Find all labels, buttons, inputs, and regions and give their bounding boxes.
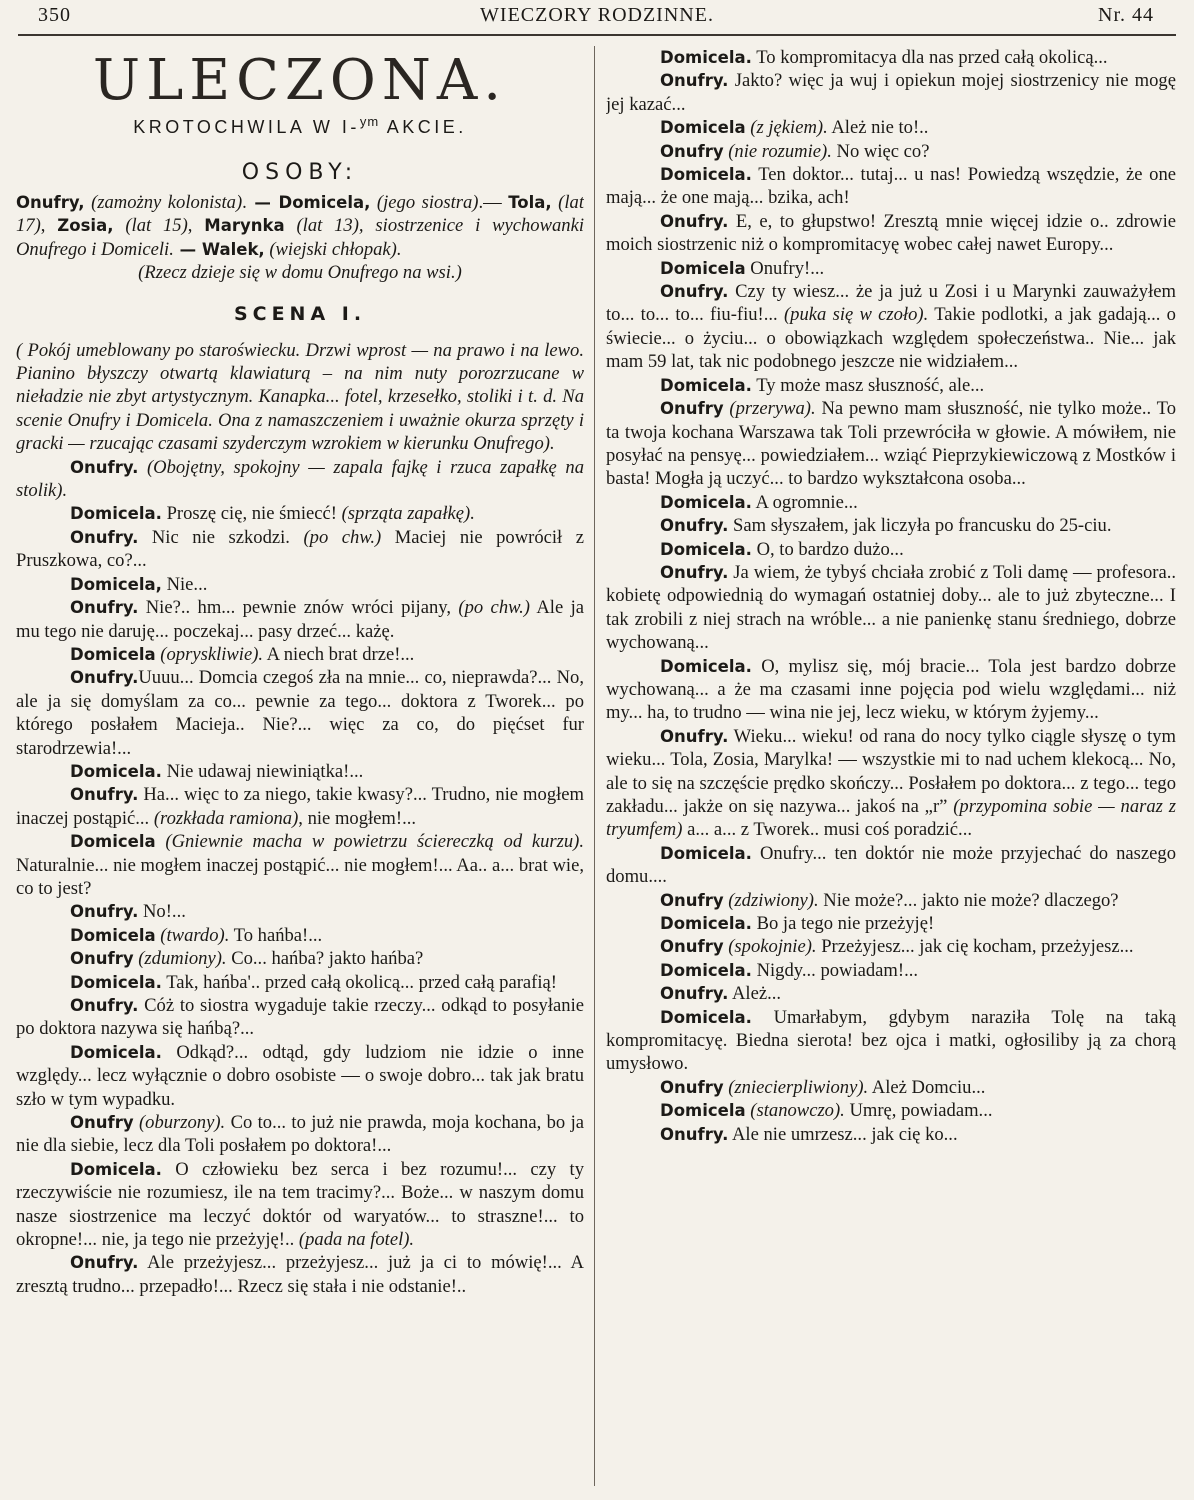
persons-heading: OSOBY: [241, 160, 359, 185]
stage-direction: (twardo). [155, 924, 230, 946]
stage-direction: (oburzony). [133, 1112, 226, 1134]
dialogue-paragraph [16, 666, 584, 760]
speaker-name: Domicela [660, 258, 746, 278]
dialogue-paragraph [16, 339, 584, 456]
stage-direction: (lat 15) [113, 215, 188, 237]
dialogue-text: .— [478, 192, 509, 213]
stage-direction: (wiejski chłopak). [264, 238, 402, 260]
dialogue-text: Nic nie szkodzi. [138, 526, 304, 548]
speaker-name: Onufry, [16, 193, 85, 212]
stage-direction: (po chw.) [458, 597, 530, 619]
stage-direction: (pada na fotel). [298, 1229, 415, 1251]
dialogue-text: Ależ nie to!.. [827, 117, 929, 139]
speaker-name: Onufry [70, 949, 134, 969]
dialogue-paragraph [606, 1099, 1176, 1122]
dialogue-text: Nie udawaj niewiniątka!... [161, 760, 364, 782]
dialogue-paragraph [606, 561, 1176, 655]
play-title: ULECZONA. [92, 48, 508, 113]
dialogue-paragraph [16, 1158, 584, 1252]
speaker-name: Onufry. [660, 211, 729, 231]
dialogue-text: No więc co? [831, 140, 930, 162]
page-header [18, 4, 1176, 32]
dialogue-text: Onufry... ten doktór nie może przyjechać do naszego domu.... [606, 842, 1176, 888]
dialogue-text: , [187, 215, 205, 237]
column-divider [594, 46, 595, 1486]
speaker-name: Onufry. [70, 598, 139, 618]
dialogue-paragraph [16, 900, 584, 923]
header-rule [18, 34, 1176, 36]
dialogue-paragraph [606, 280, 1176, 374]
dialogue-text: Co... hańba? jakto hańba? [226, 948, 424, 970]
dialogue-text: A niech brat drze!... [263, 643, 415, 665]
speaker-name: Domicela. [70, 1042, 162, 1062]
dialogue-text: Cóż to siostra wygaduje takie rzeczy... odkąd to posyłanie po doktora nazywa się hańbą?... [16, 995, 584, 1040]
dialogue-text: Nie?.. hm... pewnie znów wróci pijany, [138, 597, 459, 619]
speaker-name: Domicela. [660, 656, 752, 676]
speaker-name: Onufry [660, 141, 724, 161]
speaker-name: Domicela. [70, 761, 162, 781]
dialogue-paragraph [606, 491, 1176, 514]
stage-direction: (rozkłada ramiona) [153, 807, 299, 829]
dialogue-paragraph [16, 261, 584, 284]
dialogue-paragraph [16, 456, 584, 503]
stage-direction: (po chw.) [303, 526, 382, 548]
dialogue-paragraph [16, 994, 584, 1041]
dialogue-text: , [40, 215, 58, 237]
speaker-name: Domicela [70, 832, 156, 852]
speaker-name: Onufry. [70, 527, 139, 547]
speaker-name: Onufry. [660, 726, 729, 746]
dialogue-text: To hańba!... [229, 924, 323, 946]
dialogue-paragraph [16, 643, 584, 666]
dialogue-paragraph [16, 502, 584, 525]
dialogue-text: Naturalnie... nie mogłem inaczej postąpić... nie mogłem!... Aa.. a... brat wie, co to jest? [16, 854, 584, 899]
dialogue-paragraph [606, 1006, 1176, 1076]
dialogue-paragraph [16, 573, 584, 596]
speaker-name: Domicela [660, 1101, 746, 1121]
dialogue-paragraph [16, 1041, 584, 1111]
dialogue-text: O, mylisz się, mój bracie... Tola jest bardzo dobrze wychowaną... a że ma czasami inne pojęcia pod wielu względami... niż my... ha, to trudno — wina nie jej, lecz wieku, w którym żyjemy... [606, 655, 1176, 724]
dialogue-paragraph [606, 538, 1176, 561]
dialogue-text: O, to bardzo dużo... [751, 538, 904, 560]
dialogue-text: . [242, 192, 247, 213]
dialogue-text: Jakto? więc ja wuj i opiekun mojej siostrzenicy nie mogę jej kazać... [606, 70, 1176, 115]
dialogue-paragraph [606, 655, 1176, 725]
dialogue-text: Ja wiem, że tybyś chciała zrobić z Toli damę — profesora.. kobietę odpowiednią do wymagań ostatniej doby... ale to już zbyteczne... I tak zrobili z niej strach na wróble... a nie panienkę stanu średniego, dobrze wychowaną... [606, 561, 1176, 654]
left-body [16, 191, 584, 1298]
speaker-name: Onufry. [660, 71, 729, 91]
scene-heading: SCENA I. [233, 302, 367, 325]
subtitle-end: AKCIE. [379, 117, 467, 137]
dialogue-text: Przeżyjesz... jak cię kocham, przeżyjesz... [816, 936, 1134, 958]
stage-direction: (nie rozumie). [723, 140, 832, 162]
stage-direction: (jego siostra) [370, 192, 479, 213]
left-column [16, 46, 584, 1496]
speaker-name: Zosia, [57, 216, 114, 236]
dialogue-text: Ty może masz słuszność, ale... [751, 374, 985, 396]
dialogue-text: To kompromitacya dla nas przed całą okolicą... [751, 47, 1108, 68]
speaker-name: Domicela [70, 644, 156, 664]
dialogue-paragraph [606, 397, 1176, 491]
speaker-name: Domicela. [660, 960, 752, 980]
dialogue-text: A ogromnie... [751, 491, 858, 513]
speaker-name: Onufry. [70, 785, 139, 805]
dialogue-text: Na pewno mam słuszność, nie tylko może.. To ta twoja kochana Warszawa tak Toli przewróciła w głowie. A mówiłem, nie posyłać na pensyę... powiedziałem... wziąć Pieprzykiewiczową z Mostków i basta! Mogła ją uczyć... to bardzo wykształcona osoba... [606, 398, 1176, 490]
dialogue-paragraph [16, 526, 584, 573]
stage-direction: (lat 13), siostrzenice i wychowanki Onufrego i Domiceli. [16, 215, 584, 260]
dialogue-paragraph [16, 760, 584, 783]
speaker-name: Onufry. [70, 902, 139, 922]
dialogue-text: Takie podlotki, a jak gadają... o świecie... o życiu... o obowiązkach względem społeczeństwa.. Nie... jak mam 59 lat, tak nic podobnego jeszcze nie widziałem... [606, 304, 1176, 373]
dialogue-paragraph [606, 725, 1176, 842]
play-subtitle [16, 114, 584, 138]
dialogue-paragraph [606, 842, 1176, 889]
dialogue-text: Nie... [161, 573, 208, 595]
speaker-name: Onufry [660, 937, 724, 957]
speaker-name: Onufry [660, 1077, 724, 1097]
stage-direction: (lat 17) [16, 192, 584, 237]
stage-direction: (Rzecz dzieje się w domu Onufrego na wsi.) [138, 262, 462, 284]
speaker-name: Tola, [508, 193, 552, 212]
dialogue-paragraph [16, 596, 584, 643]
dialogue-text: Umrę, powiadam... [844, 1100, 993, 1122]
speaker-name: Onufry. [70, 1253, 139, 1273]
speaker-name: Domicela. [70, 504, 162, 524]
speaker-name: Onufry. [660, 1124, 729, 1144]
dialogue-paragraph [16, 191, 584, 261]
dialogue-text: Ależ... [728, 983, 782, 1005]
stage-direction: (stanowczo). [745, 1100, 845, 1122]
speaker-name: Onufry. [660, 516, 729, 536]
speaker-name: Domicela. [660, 375, 752, 395]
dialogue-text: Uuuu... Domcia czegoś zła na mnie... co, nieprawda?... No, ale ja się domyślam za co... pewnie za tego... doktora z Tworek... po którego posłałem Macieja.. Nie?... więc za co, do pięćset fur starodrzewia!... [16, 667, 584, 759]
speaker-name: Domicela. [660, 492, 752, 512]
dialogue-paragraph [606, 163, 1176, 210]
dialogue-text: Ale nie umrzesz... jak cię ko... [728, 1123, 958, 1145]
speaker-name: Domicela. [660, 914, 752, 934]
dialogue-text: Czy ty wiesz... że ja już u Zosi i u Marynki zauważyłem to... to... to... fiu-fiu!... [606, 281, 1176, 326]
dialogue-text: Odkąd?... odtąd, gdy ludziom nie idzie o inne względy... lecz wyłącznie o dobro osobiste — o swoje dobro... tak jak bratu szło w tym wypadku. [16, 1041, 584, 1110]
speaker-name: Domicela. [660, 843, 752, 863]
dialogue-text: Bo ja tego nie przeżyję! [751, 913, 935, 935]
speaker-name: Domicela. [660, 165, 752, 185]
speaker-name: Domicela. [660, 539, 752, 559]
dialogue-paragraph [16, 1251, 584, 1298]
dialogue-paragraph [16, 783, 584, 830]
dialogue-text: a... a... z Tworek.. musi coś poradzić... [682, 819, 972, 841]
dialogue-text: Wieku... wieku! od rana do nocy tylko ciągle słyszę o tym wieku... Tola, Zosia, Marylka! — wszystkie mi to nad uchem klekocą... No, ale to się na szczęście prędko skończy... Posłałem po doktora... z tego... tego zakładu... jakże on się nazywa... jakoś na „r” [606, 725, 1176, 817]
dialogue-paragraph [606, 374, 1176, 397]
speaker-name: Onufry. [660, 282, 729, 302]
stage-direction: (opryskliwie). [155, 643, 264, 665]
dialogue-text: Proszę cię, nie śmiecć! [161, 503, 342, 525]
speaker-name: Domicela. [70, 1159, 162, 1179]
stage-direction: (Obojętny, spokojny — zapala fajkę i rzuca zapałkę na stolik). [16, 456, 584, 502]
stage-direction: (przerywa). [723, 398, 816, 420]
dialogue-paragraph [606, 69, 1176, 116]
dialogue-paragraph [606, 116, 1176, 139]
speaker-name: Onufry. [70, 668, 139, 688]
speaker-name: Onufry [660, 890, 724, 910]
speaker-name: Onufry. [660, 562, 729, 582]
stage-direction: (spokojnie). [723, 936, 817, 958]
dialogue-text: Maciej nie powrócił z Pruszkowa, co?... [16, 526, 584, 572]
speaker-name: Domicela [660, 118, 746, 138]
dialogue-text: Tak, hańba'.. przed całą okolicą... przed całą parafią! [161, 971, 557, 993]
dialogue-paragraph [606, 46, 1176, 69]
speaker-name: Domicela. [660, 1007, 752, 1027]
dialogue-paragraph [606, 514, 1176, 537]
stage-direction: (zdumiony). [133, 948, 227, 970]
dialogue-text: Ależ Domciu... [868, 1076, 986, 1098]
speaker-name: Marynka [204, 216, 285, 236]
dialogue-text: Ale ja mu tego nie daruję... poczekaj... pasy drzeć... każę. [16, 597, 584, 642]
stage-direction: (przypomina sobie — naraz z tryumfem) [606, 796, 1176, 841]
speaker-name: Onufry [70, 1113, 134, 1133]
stage-direction: (sprząta zapałkę). [341, 503, 475, 525]
speaker-name: Domicela [70, 925, 156, 945]
stage-direction: (zdziwiony). [723, 889, 819, 911]
issue-number: Nr. 44 [1098, 4, 1154, 26]
stage-direction: (puka się w czoło). [783, 304, 929, 326]
page-number: 350 [38, 4, 71, 26]
stage-direction: (zniecierpliwiony). [723, 1076, 869, 1098]
dialogue-text: Onufry!... [745, 257, 825, 279]
dialogue-text: Ha... więc to za niego, takie kwasy?... Trudno, nie mogłem inaczej postąpić... [16, 784, 584, 829]
dialogue-paragraph [16, 947, 584, 970]
journal-title: WIECZORY RODZINNE. [480, 4, 714, 26]
dialogue-paragraph [606, 912, 1176, 935]
dialogue-text: No!... [138, 901, 186, 923]
stage-direction: ( Pokój umeblowany po staroświecku. Drzwi wprost — na prawo i na lewo. Pianino błyszczy otwartą klawiaturą – na nim nuty porozrzucane w nieładzie nie zbyt artystycznym. Kanapka... fotel, krzesełko, stoliki i t. d. Na scenie Onufry i Domicela. Ona z namaszczeniem i uważnie okurza sprzęty i gracki — rzucając czasami szyderczym wzrokiem w kierunku Onufrego). [16, 339, 584, 455]
dialogue-paragraph [606, 935, 1176, 958]
dialogue-paragraph [16, 924, 584, 947]
dialogue-paragraph [606, 982, 1176, 1005]
stage-direction: (zamożny kolonista) [84, 192, 243, 213]
dialogue-text: Umarłabym, gdybym naraziła Tolę na taką kompromitacyę. Biedna sierota! bez ojca i matki, ogłosiliby ją za chorą umysłowo. [606, 1006, 1176, 1075]
dialogue-text: Ale przeżyjesz... przeżyjesz... już ja ci to mówię!... A zresztą trudno... przepadło!... Rzecz się stała i nie odstanie!.. [16, 1252, 584, 1297]
dialogue-text: , nie mogłem!... [298, 807, 417, 829]
dialogue-paragraph [16, 830, 584, 900]
speaker-name: Onufry. [70, 457, 139, 477]
speaker-name: Domicela. [70, 972, 162, 992]
dialogue-text: Ten doktor... tutaj... u nas! Powiedzą wszędzie, że one mają... że one mają... bzika, ach! [606, 164, 1176, 209]
dialogue-paragraph [606, 959, 1176, 982]
dialogue-paragraph [16, 1111, 584, 1158]
speaker-name: Onufry [660, 399, 724, 419]
dialogue-text: Co to... to już nie prawda, moja kochana, bo ja nie dla siebie, lecz dla Toli posłałem po doktora!... [16, 1112, 584, 1157]
speaker-name: Domicela. [660, 48, 752, 67]
dialogue-text: Nigdy... powiadam!... [751, 959, 919, 981]
stage-direction: (Gniewnie macha w powietrzu ściereczką od kurzu). [155, 831, 584, 853]
speaker-name: Onufry. [660, 984, 729, 1004]
speaker-name: — Walek, [173, 239, 265, 259]
dialogue-paragraph [606, 140, 1176, 163]
speaker-name: Domicela, [70, 574, 162, 594]
dialogue-text: Nie może?... jakto nie może? dlaczego? [818, 889, 1119, 911]
dialogue-paragraph [606, 257, 1176, 280]
dialogue-paragraph [606, 1076, 1176, 1099]
dialogue-text: Sam słyszałem, jak liczyła po francusku do 25-ciu. [728, 515, 1112, 537]
speaker-name: — Domicela, [246, 193, 371, 212]
subtitle-sup: ym [359, 114, 380, 129]
dialogue-paragraph [16, 971, 584, 994]
dialogue-paragraph [606, 889, 1176, 912]
dialogue-text: O człowieku bez serca i bez rozumu!... czy ty rzeczywiście nie rozumiesz, ile na tem tracimy?... Boże... w naszym domu nasze siostrzenice ma leczyć doktór od waryatów... to straszne!... to okropne!... nie, ja tego nie przeżyję!.. [16, 1158, 584, 1251]
dialogue-paragraph [606, 1123, 1176, 1146]
right-column [606, 46, 1176, 1446]
dialogue-text: E, e, to głupstwo! Zresztą mnie więcej idzie o.. zdrowie moich siostrzenic niż o kompromitacyę wobec całej nawet Europy... [606, 210, 1176, 256]
stage-direction: (z jękiem). [745, 117, 828, 139]
speaker-name: Onufry. [70, 996, 139, 1015]
dialogue-paragraph [606, 210, 1176, 257]
right-body [606, 46, 1176, 1146]
subtitle-text: KROTOCHWILA W I- [133, 117, 360, 137]
